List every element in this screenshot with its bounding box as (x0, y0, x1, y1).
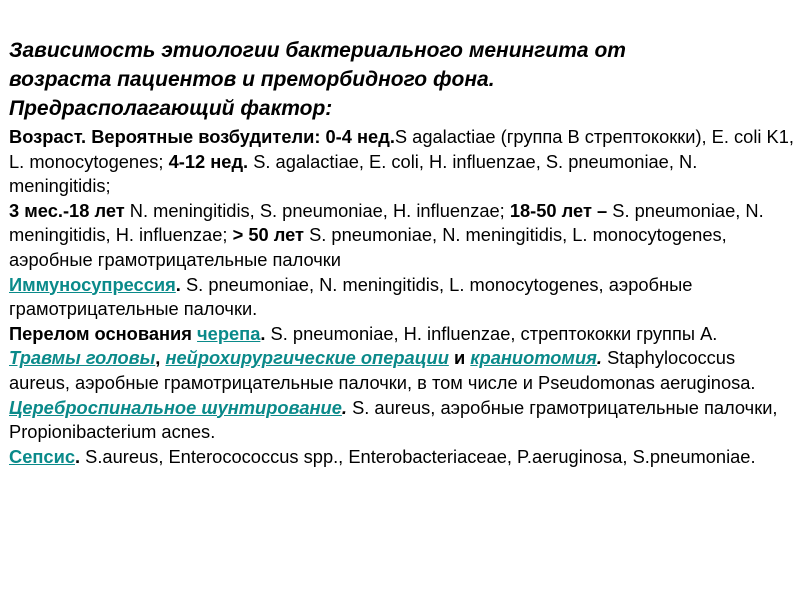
age-group-5-text: S. pneumoniae, N. meningitidis, L. monocytogenes, аэробные грамотрицательные палочки (9, 224, 727, 270)
fracture-label: Перелом основания (9, 322, 198, 344)
neurosurgery-link[interactable]: нейрохирургические операции (165, 347, 449, 369)
immuno-paragraph: Иммуносупрессия. S. pneumoniae, N. meningitidis, L. monocytogenes, аэробные грамотрицательные палочки. (9, 273, 693, 320)
title-line-3: Предрасполагающий фактор: (9, 97, 333, 120)
age-group-2-label: 4-12 нед. (168, 150, 249, 172)
trauma-sep-2: и (448, 347, 471, 369)
sepsis-text: S.aureus, Enterocococcus spp., Enterobacteriaceae, P.aeruginosa, S.pneumoniae. (80, 445, 756, 467)
slide-body (9, 125, 794, 469)
craniotomy-link[interactable]: краниотомия (470, 347, 597, 369)
immunosuppression-link[interactable]: Иммуносупрессия (9, 273, 176, 295)
shunt-paragraph: Цереброспинальное шунтирование. S. aureus, аэробные грамотрицательные палочки, Propionibacterium acnes. (9, 396, 778, 443)
slide-title (9, 36, 794, 123)
age-group-2-text: S. agalactiae, E. coli, H. influenzae, S. pneumoniae, N. meningitidis; (9, 150, 698, 197)
age-group-4-label: 18-50 лет – (509, 199, 608, 221)
age-paragraph (9, 125, 794, 273)
shunt-text: S. aureus, аэробные грамотрицательные палочки, Propionibacterium acnes. (9, 396, 778, 443)
age-group-1-text: S agalactiae (группа В стрептококки), E. coli K1, L. monocytogenes; (9, 126, 794, 172)
age-label: Возраст. Вероятные возбудители: 0-4 нед. (9, 126, 395, 147)
age-group-4-text: S. pneumoniae, N. meningitidis, H. influenzae; (9, 199, 764, 246)
age-group-3-label: 3 мес.-18 лет (9, 199, 125, 221)
skull-link[interactable]: черепа (197, 322, 261, 344)
slide-content (9, 36, 794, 469)
head-trauma-link[interactable]: Травмы головы (9, 347, 156, 369)
trauma-text: Staphylococcus aureus, аэробные грамотрицательные палочки, в том числе и Pseudomonas aeruginosa. (9, 347, 756, 393)
sepsis-link[interactable]: Сепсис (9, 445, 75, 467)
shunt-link[interactable]: Цереброспинальное шунтирование (9, 396, 342, 418)
title-line-1: Зависимость этиологии бактериального менингита от (9, 39, 626, 62)
immuno-text: S. pneumoniae, N. meningitidis, L. monocytogenes, аэробные грамотрицательные палочки. (9, 273, 693, 320)
age-group-3-text: N. meningitidis, S. pneumoniae, H. influenzae; (124, 199, 510, 221)
fracture-paragraph: Перелом основания черепа. S. pneumoniae, H. influenzae, стрептококки группы А. (9, 322, 718, 344)
trauma-sep-1: , (155, 347, 166, 369)
fracture-text: S. pneumoniae, H. influenzae, стрептококки группы А. (265, 322, 718, 344)
age-group-5-label: > 50 лет (232, 224, 304, 246)
trauma-paragraph: Травмы головы, нейрохирургические операции и краниотомия. Staphylococcus aureus, аэробные грамотрицательные палочки, в том числе и Pseudomonas aeruginosa. (9, 347, 756, 393)
sepsis-paragraph: Сепсис. S.aureus, Enterocococcus spp., Enterobacteriaceae, P.aeruginosa, S.pneumoniae. (9, 445, 756, 467)
title-line-2: возраста пациентов и преморбидного фона. (9, 68, 495, 91)
